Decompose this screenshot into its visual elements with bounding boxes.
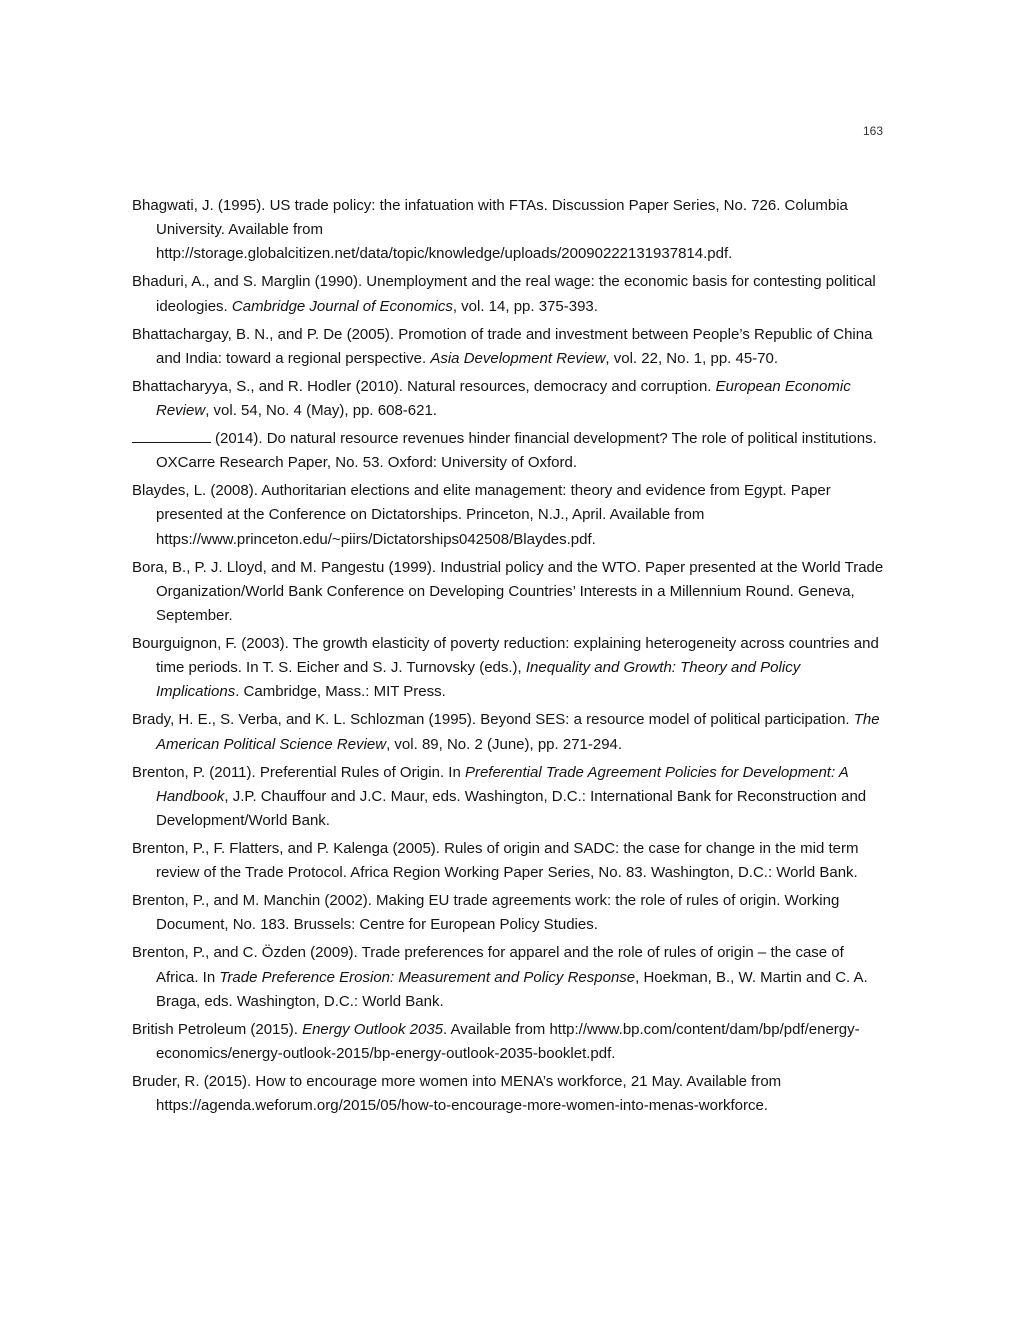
- reference-entry: [132, 323, 884, 371]
- repeated-author-line: [132, 441, 211, 443]
- reference-entry: [132, 889, 884, 937]
- reference-entry: [132, 375, 884, 423]
- reference-text: , J.P. Chauffour and J.C. Maur, eds. Washington, D.C.: International Bank for Reconstruction and Development/World Bank.: [156, 787, 867, 830]
- reference-text: Brady, H. E., S. Verba, and K. L. Schlozman (1995). Beyond SES: a resource model of political participation.: [132, 711, 854, 729]
- reference-entry: [132, 427, 884, 475]
- reference-entry: [132, 941, 884, 1014]
- reference-entry: [132, 1070, 884, 1118]
- reference-entry: [132, 1018, 884, 1066]
- reference-text: Bruder, R. (2015). How to encourage more women into MENA’s workforce, 21 May. Available from https://agenda.weforum.org/2015/05/how-to-encourage-more-women-into-menas-workforce.: [132, 1073, 782, 1115]
- reference-text: Bhattachargay, B. N., and P. De (2005). Promotion of trade and investment between People’s Republic of China and India: toward a regional perspective.: [132, 325, 873, 367]
- reference-text: Blaydes, L. (2008). Authoritarian elections and elite management: theory and evidence from Egypt. Paper presented at the Conference on Dictatorships. Princeton, N.J., April. Available from https://www.princeton.edu/~piirs/Dictatorships042508/Blaydes.pdf.: [132, 482, 831, 548]
- reference-entry: [132, 556, 884, 629]
- reference-text: British Petroleum (2015).: [132, 1020, 303, 1038]
- reference-title: European Economic Review: [156, 377, 851, 420]
- reference-title: Trade Preference Erosion: Measurement and Policy Response: [219, 968, 636, 986]
- reference-text: Brenton, P., and M. Manchin (2002). Making EU trade agreements work: the role of rules of origin. Working Document, No. 183. Brussels: Centre for European Policy Studies.: [132, 892, 840, 934]
- reference-text: Brenton, P., F. Flatters, and P. Kalenga (2005). Rules of origin and SADC: the case for change in the mid term review of the Trade Protocol. Africa Region Working Paper Series, No. 83. Washington, D.C.: World Bank.: [132, 840, 859, 882]
- page-number: 163: [862, 124, 883, 138]
- reference-title: Inequality and Growth: Theory and Policy Implications: [156, 659, 801, 701]
- reference-title: The American Political Science Review: [156, 711, 880, 753]
- reference-text: Brenton, P. (2011). Preferential Rules of Origin. In: [132, 763, 465, 781]
- reference-entry: [132, 708, 884, 756]
- reference-title: Asia Development Review: [430, 349, 606, 367]
- reference-text: , vol. 54, No. 4 (May), pp. 608-621.: [205, 402, 437, 420]
- reference-text: , vol. 14, pp. 375-393.: [452, 297, 598, 315]
- reference-title: Cambridge Journal of Economics: [231, 297, 453, 315]
- reference-text: Bourguignon, F. (2003). The growth elasticity of poverty reduction: explaining heterogeneity across countries and time periods. In T. S. Eicher and S. J. Turnovsky (eds.),: [132, 635, 879, 677]
- reference-text: (2014). Do natural resource revenues hinder financial development? The role of political institutions. OXCarre Research Paper, No. 53. Oxford: University of Oxford.: [156, 430, 877, 472]
- reference-text: . Cambridge, Mass.: MIT Press.: [235, 683, 446, 701]
- reference-title: Preferential Trade Agreement Policies for Development: A Handbook: [156, 763, 849, 805]
- reference-entry: [132, 479, 884, 552]
- reference-text: Bora, B., P. J. Lloyd, and M. Pangestu (1999). Industrial policy and the WTO. Paper presented at the World Trade Organization/World Bank Conference on Developing Countries’ Interests in a Millennium Round. Geneva, September.: [132, 558, 884, 625]
- reference-text: , Hoekman, B., W. Martin and C. A. Braga, eds. Washington, D.C.: World Bank.: [156, 968, 868, 1010]
- reference-text: Bhaduri, A., and S. Marglin (1990). Unemployment and the real wage: the economic basis for contesting political ideologies.: [132, 273, 876, 315]
- reference-text: , vol. 89, No. 2 (June), pp. 271-294.: [386, 735, 623, 753]
- reference-text: Brenton, P., and C. Özden (2009). Trade preferences for apparel and the role of rules of origin – the case of Africa. In: [132, 944, 844, 986]
- reference-text: Bhagwati, J. (1995). US trade policy: the infatuation with FTAs. Discussion Paper Series, No. 726. Columbia University. Available from http://storage.globalcitizen.net/data/topic/knowledge/uploads/20090222131937814.pdf.: [132, 197, 848, 263]
- reference-entry: [132, 270, 884, 318]
- reference-list: [132, 194, 884, 1122]
- reference-text: Bhattacharyya, S., and R. Hodler (2010). Natural resources, democracy and corruption.: [132, 377, 716, 395]
- reference-entry: [132, 632, 884, 705]
- reference-entry: [132, 194, 884, 267]
- reference-text: , vol. 22, No. 1, pp. 45-70.: [605, 349, 779, 367]
- reference-entry: [132, 761, 884, 834]
- reference-entry: [132, 837, 884, 885]
- reference-text: . Available from http://www.bp.com/content/dam/bp/pdf/energy-economics/energy-outlook-2015/bp-energy-outlook-2035-booklet.pdf.: [156, 1020, 860, 1063]
- reference-title: Energy Outlook 2035: [302, 1020, 444, 1038]
